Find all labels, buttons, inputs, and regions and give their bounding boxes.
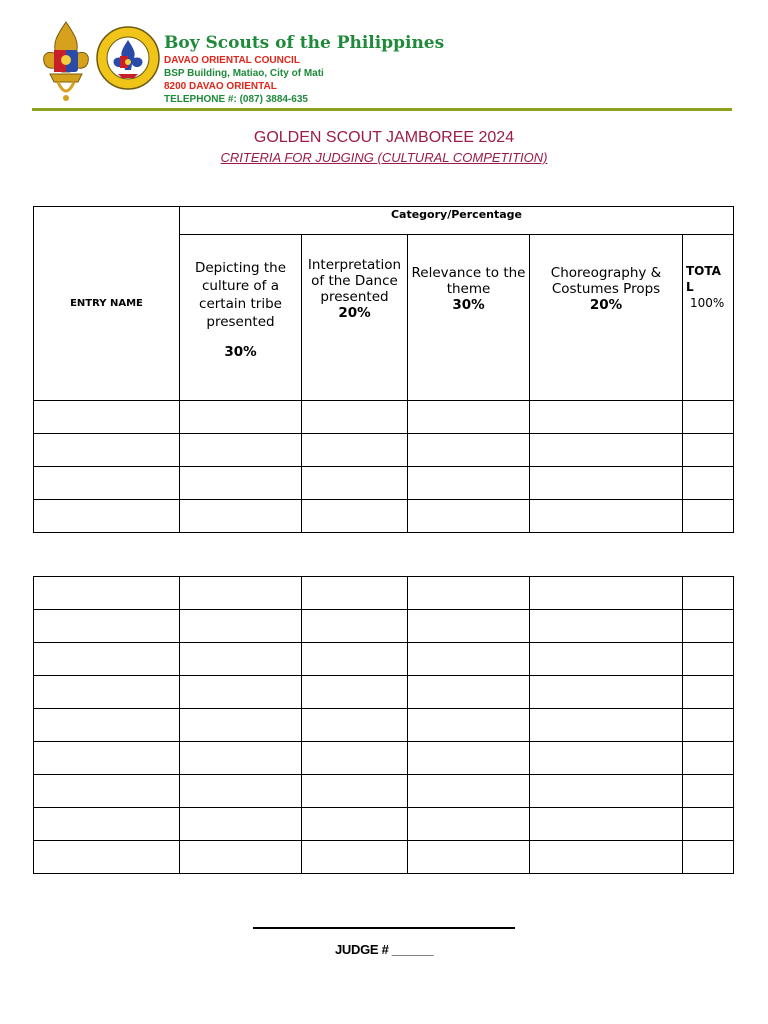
culture-score-cell[interactable] <box>180 808 302 841</box>
criterion-culture <box>180 235 302 401</box>
choreography-score-cell[interactable] <box>530 643 683 676</box>
entry-name-cell[interactable] <box>34 643 180 676</box>
total-score-cell[interactable] <box>683 434 734 467</box>
interpretation-score-cell[interactable] <box>302 742 408 775</box>
culture-score-cell[interactable] <box>180 401 302 434</box>
criterion-interpretation-percent: 20% <box>338 305 371 321</box>
choreography-score-cell[interactable] <box>530 401 683 434</box>
table-row <box>34 577 734 610</box>
score-table-continued <box>33 576 734 874</box>
letterhead <box>40 20 740 106</box>
choreography-score-cell[interactable] <box>530 577 683 610</box>
table-row <box>34 709 734 742</box>
interpretation-score-cell[interactable] <box>302 434 408 467</box>
interpretation-score-cell[interactable] <box>302 401 408 434</box>
entry-name-cell[interactable] <box>34 401 180 434</box>
entry-name-header: ENTRY NAME <box>34 207 180 401</box>
org-name: Boy Scouts of the Philippines <box>164 33 445 53</box>
culture-score-cell[interactable] <box>180 643 302 676</box>
judge-number-label: JUDGE # ______ <box>335 942 434 957</box>
relevance-score-cell[interactable] <box>408 676 530 709</box>
relevance-score-cell[interactable] <box>408 775 530 808</box>
interpretation-score-cell[interactable] <box>302 643 408 676</box>
criterion-relevance <box>408 235 530 401</box>
entry-name-cell[interactable] <box>34 467 180 500</box>
culture-score-cell[interactable] <box>180 610 302 643</box>
total-percent: 100% <box>690 296 725 310</box>
table-row <box>34 676 734 709</box>
criteria-table <box>33 206 734 533</box>
entry-name-cell[interactable] <box>34 709 180 742</box>
council-name: DAVAO ORIENTAL COUNCIL <box>164 55 300 66</box>
entry-name-cell[interactable] <box>34 610 180 643</box>
total-score-cell[interactable] <box>683 742 734 775</box>
address-line: BSP Building, Matiao, City of Mati <box>164 68 324 79</box>
interpretation-score-cell[interactable] <box>302 841 408 874</box>
interpretation-score-cell[interactable] <box>302 467 408 500</box>
culture-score-cell[interactable] <box>180 841 302 874</box>
relevance-score-cell[interactable] <box>408 643 530 676</box>
relevance-score-cell[interactable] <box>408 434 530 467</box>
total-score-cell[interactable] <box>683 401 734 434</box>
total-score-cell[interactable] <box>683 775 734 808</box>
entry-name-cell[interactable] <box>34 775 180 808</box>
culture-score-cell[interactable] <box>180 742 302 775</box>
relevance-score-cell[interactable] <box>408 742 530 775</box>
relevance-score-cell[interactable] <box>408 577 530 610</box>
table-row <box>34 500 734 533</box>
entry-name-cell[interactable] <box>34 434 180 467</box>
choreography-score-cell[interactable] <box>530 775 683 808</box>
choreography-score-cell[interactable] <box>530 841 683 874</box>
choreography-score-cell[interactable] <box>530 610 683 643</box>
table-row <box>34 775 734 808</box>
interpretation-score-cell[interactable] <box>302 610 408 643</box>
culture-score-cell[interactable] <box>180 709 302 742</box>
criterion-interpretation <box>302 235 408 401</box>
total-score-cell[interactable] <box>683 808 734 841</box>
choreography-score-cell[interactable] <box>530 676 683 709</box>
choreography-score-cell[interactable] <box>530 808 683 841</box>
interpretation-score-cell[interactable] <box>302 676 408 709</box>
relevance-score-cell[interactable] <box>408 709 530 742</box>
total-score-cell[interactable] <box>683 577 734 610</box>
table-row <box>34 467 734 500</box>
table-row <box>34 610 734 643</box>
total-score-cell[interactable] <box>683 709 734 742</box>
score-rows-first-block <box>34 401 734 533</box>
relevance-score-cell[interactable] <box>408 841 530 874</box>
total-score-cell[interactable] <box>683 467 734 500</box>
criterion-interpretation-text: Interpretation of the Dance presented <box>307 257 402 305</box>
score-rows-second-block <box>34 577 734 874</box>
interpretation-score-cell[interactable] <box>302 577 408 610</box>
table-row <box>34 808 734 841</box>
culture-score-cell[interactable] <box>180 500 302 533</box>
interpretation-score-cell[interactable] <box>302 500 408 533</box>
interpretation-score-cell[interactable] <box>302 775 408 808</box>
table-row <box>34 401 734 434</box>
entry-name-cell[interactable] <box>34 742 180 775</box>
choreography-score-cell[interactable] <box>530 467 683 500</box>
interpretation-score-cell[interactable] <box>302 808 408 841</box>
entry-name-cell[interactable] <box>34 808 180 841</box>
organization-block <box>164 32 444 106</box>
criterion-culture-percent: 30% <box>224 344 257 360</box>
signature-line <box>253 927 515 929</box>
table-row <box>34 434 734 467</box>
relevance-score-cell[interactable] <box>408 467 530 500</box>
document-subtitle: CRITERIA FOR JUDGING (CULTURAL COMPETITION) <box>220 150 548 165</box>
entry-name-cell[interactable] <box>34 500 180 533</box>
criterion-choreography-text: Choreography & Costumes Props <box>550 265 662 297</box>
culture-score-cell[interactable] <box>180 676 302 709</box>
fleur-de-lis-emblem <box>40 20 92 104</box>
entry-name-cell[interactable] <box>34 841 180 874</box>
criterion-relevance-text: Relevance to the theme <box>411 265 526 297</box>
criterion-choreography-percent: 20% <box>589 297 623 313</box>
interpretation-score-cell[interactable] <box>302 709 408 742</box>
relevance-score-cell[interactable] <box>408 610 530 643</box>
relevance-score-cell[interactable] <box>408 500 530 533</box>
culture-score-cell[interactable] <box>180 467 302 500</box>
total-header-label-2: L <box>686 280 694 294</box>
relevance-score-cell[interactable] <box>408 808 530 841</box>
postal-line: 8200 DAVAO ORIENTAL <box>164 81 277 92</box>
table-row <box>34 841 734 874</box>
choreography-score-cell[interactable] <box>530 500 683 533</box>
total-score-cell[interactable] <box>683 643 734 676</box>
culture-score-cell[interactable] <box>180 775 302 808</box>
choreography-score-cell[interactable] <box>530 709 683 742</box>
total-score-cell[interactable] <box>683 841 734 874</box>
criterion-choreography <box>530 235 683 401</box>
table-row <box>34 643 734 676</box>
criterion-culture-text: Depicting the culture of a certain tribe presented <box>194 260 287 330</box>
entry-name-cell[interactable] <box>34 577 180 610</box>
category-percentage-header: Category/Percentage <box>180 207 734 235</box>
total-header-label-1: TOTA <box>686 264 721 278</box>
table-row <box>34 742 734 775</box>
choreography-score-cell[interactable] <box>530 742 683 775</box>
document-title: GOLDEN SCOUT JAMBOREE 2024 <box>253 129 515 146</box>
entry-name-cell[interactable] <box>34 676 180 709</box>
choreography-score-cell[interactable] <box>530 434 683 467</box>
relevance-score-cell[interactable] <box>408 401 530 434</box>
total-score-cell[interactable] <box>683 676 734 709</box>
total-header <box>683 235 734 401</box>
culture-score-cell[interactable] <box>180 577 302 610</box>
header-divider <box>32 108 732 111</box>
total-score-cell[interactable] <box>683 500 734 533</box>
total-score-cell[interactable] <box>683 610 734 643</box>
bsp-council-seal <box>96 26 160 90</box>
culture-score-cell[interactable] <box>180 434 302 467</box>
criterion-relevance-percent: 30% <box>452 297 485 313</box>
telephone-line: TELEPHONE #: (087) 3884-635 <box>164 94 308 105</box>
